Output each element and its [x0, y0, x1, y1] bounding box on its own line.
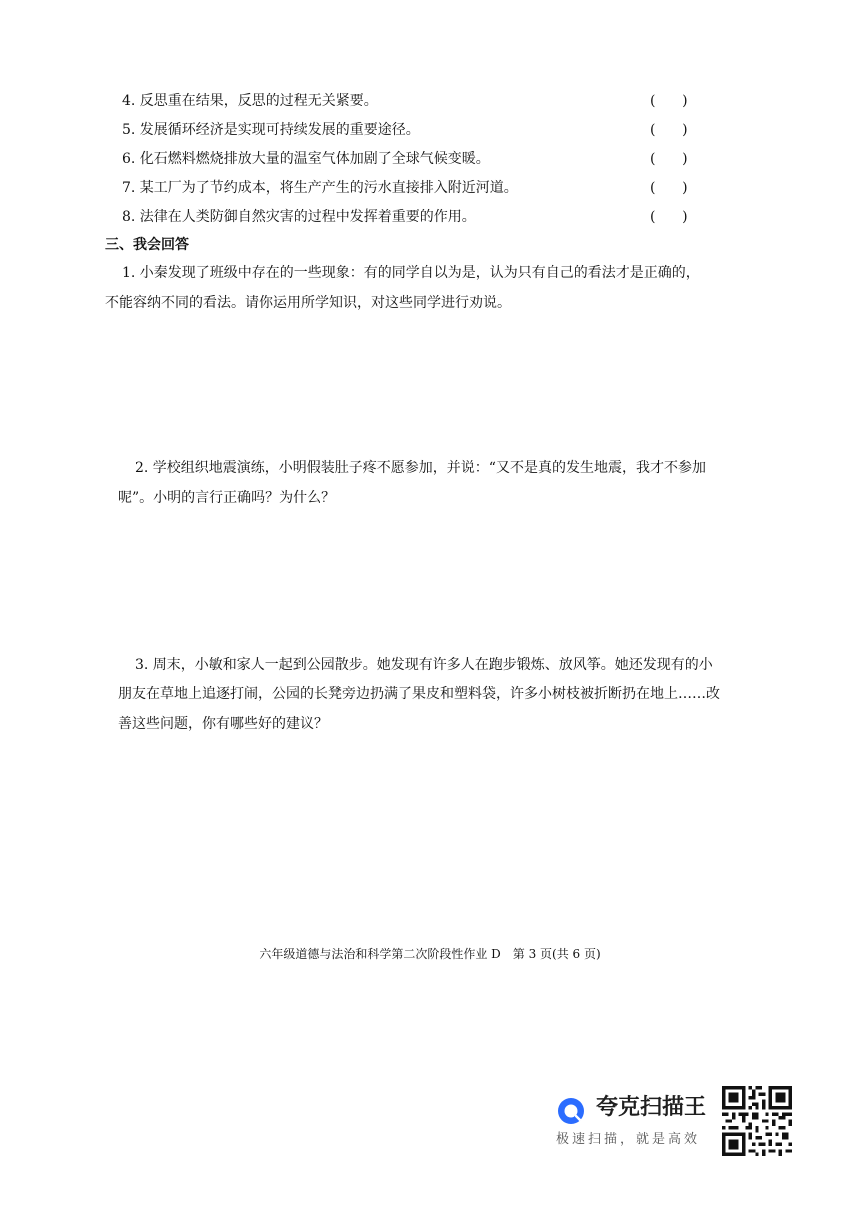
- judgement-item: [122, 92, 702, 110]
- judgement-item: [122, 208, 702, 226]
- watermark-brand: 夸克扫描王: [596, 1095, 707, 1120]
- question-1-line-1: 1. 小秦发现了班级中存在的一些现象：有的同学自以为是，认为只有自己的看法才是正确的，: [122, 265, 700, 281]
- quark-logo-icon: [556, 1096, 586, 1126]
- statement-text: 5. 发展循环经济是实现可持续发展的重要途径。: [122, 122, 420, 138]
- question-3-line-1: 3. 周末，小敏和家人一起到公园散步。她发现有许多人在跑步锻炼、放风筝。她还发现有的小: [135, 657, 713, 673]
- statement-text: 8. 法律在人类防御自然灾害的过程中发挥着重要的作用。: [122, 209, 476, 225]
- scanner-watermark: [556, 1082, 796, 1158]
- judgement-item: [122, 121, 702, 139]
- question-2-line-1: 2. 学校组织地震演练，小明假装肚子疼不愿参加，并说：“又不是真的发生地震，我才不参加: [135, 460, 706, 476]
- footer-title: 六年级道德与法治和科学第二次阶段性作业 D: [259, 947, 501, 961]
- statement-text: 7. 某工厂为了节约成本，将生产产生的污水直接排入附近河道。: [122, 180, 518, 196]
- question-3-line-3: 善这些问题，你有哪些好的建议？: [118, 716, 328, 732]
- question-2-line-2: 呢”。小明的言行正确吗？为什么？: [118, 490, 336, 506]
- section-title: 三、我会回答: [105, 237, 189, 253]
- answer-blank: ( ): [650, 122, 688, 138]
- answer-blank: ( ): [650, 209, 688, 225]
- answer-blank: ( ): [650, 180, 688, 196]
- statement-text: 6. 化石燃料燃烧排放大量的温室气体加剧了全球气候变暖。: [122, 151, 490, 167]
- judgement-item: [122, 150, 702, 168]
- statement-text: 4. 反思重在结果，反思的过程无关紧要。: [122, 93, 378, 109]
- page-footer: [0, 946, 860, 962]
- watermark-slogan: 极速扫描，就是高效: [556, 1132, 701, 1147]
- question-1-line-2: 不能容纳不同的看法。请你运用所学知识，对这些同学进行劝说。: [105, 295, 511, 311]
- answer-blank: ( ): [650, 151, 688, 167]
- qr-code-icon: [722, 1086, 792, 1156]
- judgement-item: [122, 179, 702, 197]
- answer-blank: ( ): [650, 93, 688, 109]
- page-number: 第 3 页(共 6 页): [512, 947, 601, 961]
- question-3-line-2: 朋友在草地上追逐打闹，公园的长凳旁边扔满了果皮和塑料袋，许多小树枝被折断扔在地上……改: [118, 686, 720, 702]
